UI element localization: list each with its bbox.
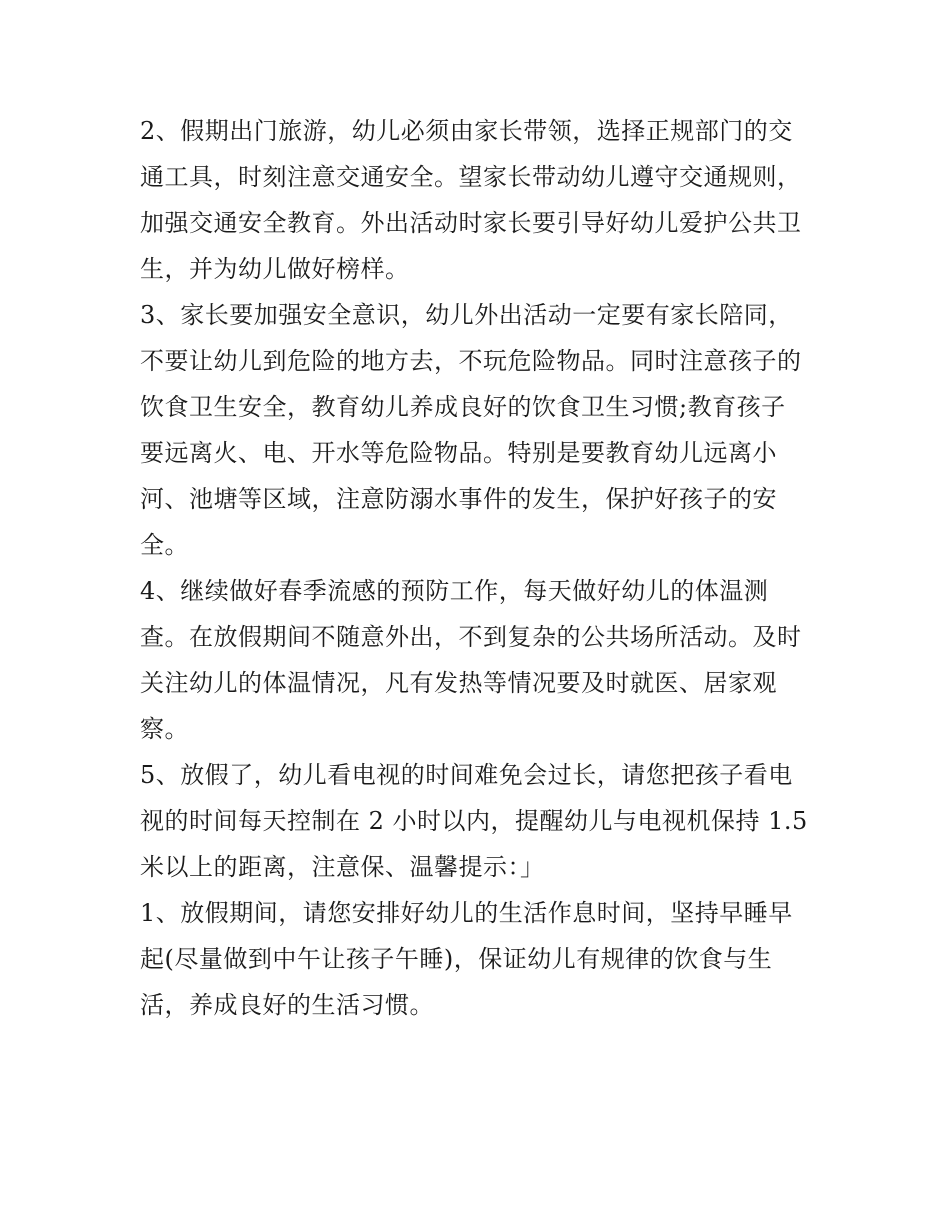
text-line: 1、放假期间，请您安排好幼儿的生活作息时间，坚持早睡早: [140, 899, 793, 927]
text-line: 4、继续做好春季流感的预防工作，每天做好幼儿的体温测: [140, 577, 769, 605]
text-line: 2、假期出门旅游，幼儿必须由家长带领，选择正规部门的交: [140, 117, 793, 145]
text-line: 察。: [140, 715, 189, 743]
text-line: 3、家长要加强安全意识，幼儿外出活动一定要有家长陪同，: [140, 301, 793, 329]
text-line: 饮食卫生安全，教育幼儿养成良好的饮食卫生习惯;教育孩子: [140, 393, 786, 421]
text-line: 河、池塘等区域，注意防溺水事件的发生，保护好孩子的安: [140, 485, 777, 513]
document-body: [140, 108, 820, 1028]
text-line: 关注幼儿的体温情况，凡有发热等情况要及时就医、居家观: [140, 669, 777, 697]
text-line: 活，养成良好的生活习惯。: [140, 991, 434, 1019]
text-line: 加强交通安全教育。外出活动时家长要引导好幼儿爱护公共卫: [140, 209, 802, 237]
text-line: 5、放假了，幼儿看电视的时间难免会过长，请您把孩子看电: [140, 761, 793, 789]
text-line: 米以上的距离，注意保、温馨提示：」: [140, 853, 545, 881]
text-line: 要远离火、电、开水等危险物品。特别是要教育幼儿远离小: [140, 439, 777, 467]
text-line: 不要让幼儿到危险的地方去，不玩危险物品。同时注意孩子的: [140, 347, 802, 375]
text-line: 生，并为幼儿做好榜样。: [140, 255, 410, 283]
text-line: 视的时间每天控制在 2 小时以内，提醒幼儿与电视机保持 1.5: [140, 807, 808, 835]
text-line: 全。: [140, 531, 189, 559]
text-line: 查。在放假期间不随意外出，不到复杂的公共场所活动。及时: [140, 623, 802, 651]
text-line: 通工具，时刻注意交通安全。望家长带动幼儿遵守交通规则，: [140, 163, 802, 191]
text-line: 起(尽量做到中午让孩子午睡)，保证幼儿有规律的饮食与生: [140, 945, 773, 973]
